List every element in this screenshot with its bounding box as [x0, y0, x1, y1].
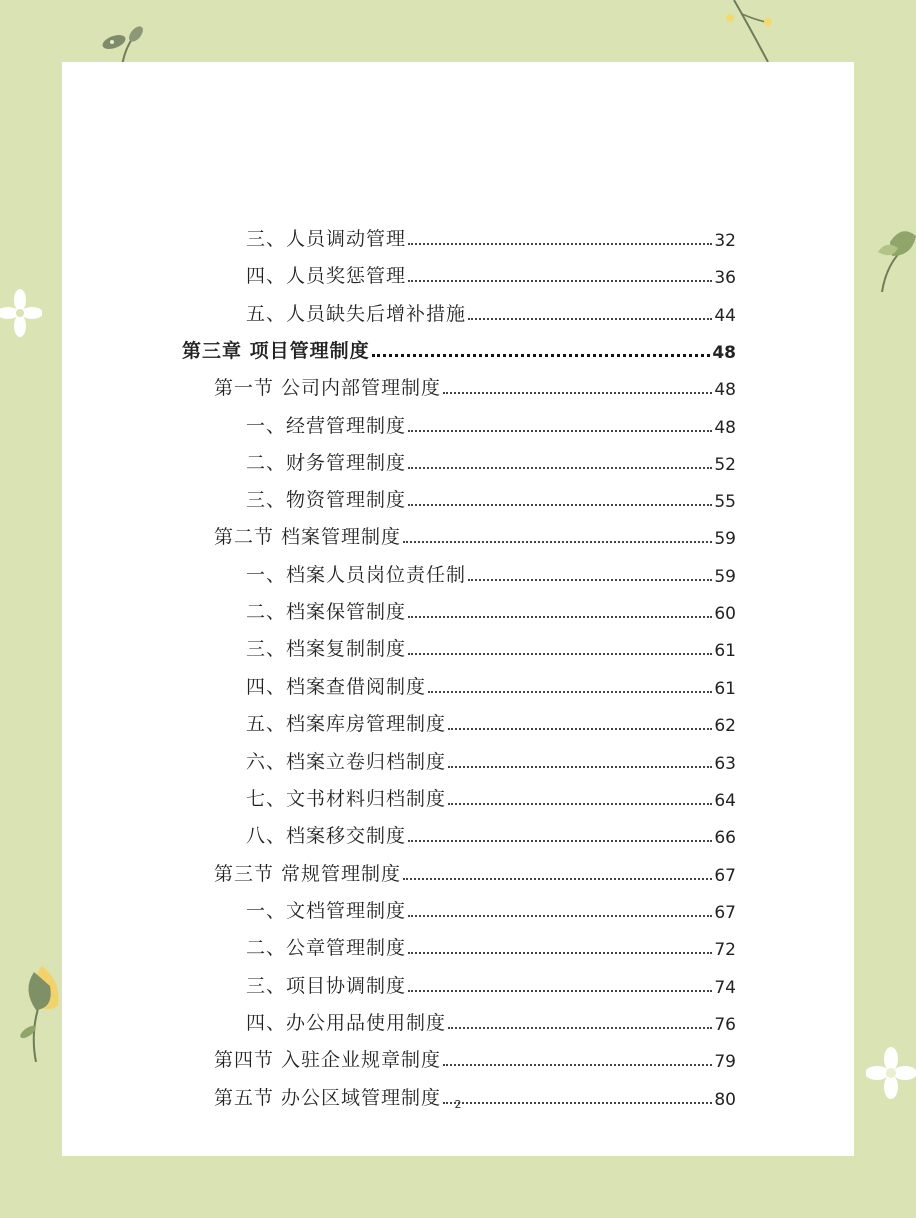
toc-entry-page-number: 67	[714, 866, 736, 886]
dot-leader	[408, 503, 712, 506]
toc-entry-item[interactable]	[246, 561, 736, 587]
toc-entry-page-number: 64	[714, 791, 736, 811]
toc-entry-item[interactable]	[246, 598, 736, 624]
toc-entry-label: 一、文档管理制度	[246, 900, 407, 922]
toc-entry-page-number: 62	[714, 716, 736, 736]
dot-leader	[428, 690, 712, 693]
dot-leader	[408, 989, 712, 992]
toc-entry-section[interactable]	[214, 374, 736, 400]
dot-leader	[468, 578, 712, 581]
toc-entry-page-number: 67	[714, 903, 736, 923]
toc-entry-item[interactable]	[246, 897, 736, 923]
toc-entry-label: 七、文书材料归档制度	[246, 788, 447, 810]
dot-leader	[403, 540, 712, 543]
toc-entry-page-number: 80	[714, 1090, 736, 1110]
toc-entry-page-number: 36	[714, 268, 736, 288]
toc-entry-label: 第一节 公司内部管理制度	[214, 377, 442, 399]
dot-leader	[408, 652, 712, 655]
dot-leader	[408, 839, 712, 842]
toc-entry-section[interactable]	[214, 523, 736, 549]
toc-entry-label: 三、项目协调制度	[246, 975, 407, 997]
toc-entry-item[interactable]	[246, 822, 736, 848]
toc-entry-page-number: 48	[714, 380, 736, 400]
tulip-left-icon	[14, 962, 62, 1062]
toc-entry-label: 第二节 档案管理制度	[214, 526, 402, 548]
toc-entry-page-number: 79	[714, 1052, 736, 1072]
toc-entry-item[interactable]	[246, 673, 736, 699]
dot-leader	[448, 727, 712, 730]
toc-entry-page-number: 72	[714, 940, 736, 960]
toc-entry-page-number: 48	[714, 418, 736, 438]
toc-entry-label: 三、人员调动管理	[246, 228, 407, 250]
toc-entry-label: 第三章 项目管理制度	[182, 340, 370, 362]
toc-entry-label: 第五节 办公区域管理制度	[214, 1087, 442, 1109]
toc-entry-label: 二、财务管理制度	[246, 452, 407, 474]
toc-entry-label: 三、物资管理制度	[246, 489, 407, 511]
dot-leader	[443, 1063, 712, 1066]
toc-entry-item[interactable]	[246, 934, 736, 960]
toc-entry-label: 五、人员缺失后增补措施	[246, 303, 467, 325]
toc-entry-item[interactable]	[246, 262, 736, 288]
page-number: 2	[454, 1098, 462, 1111]
toc-entry-label: 第四节 入驻企业规章制度	[214, 1049, 442, 1071]
toc-entry-section[interactable]	[214, 1046, 736, 1072]
toc-entry-page-number: 66	[714, 828, 736, 848]
dot-leader	[468, 317, 712, 320]
toc-entry-page-number: 44	[714, 306, 736, 326]
flower-bottom-right-icon	[866, 1046, 916, 1102]
toc-entry-label: 五、档案库房管理制度	[246, 713, 447, 735]
dot-leader	[403, 877, 712, 880]
toc-entry-page-number: 61	[714, 641, 736, 661]
toc-entry-label: 四、人员奖惩管理	[246, 265, 407, 287]
dot-leader	[408, 466, 712, 469]
toc-entry-page-number: 48	[712, 343, 736, 363]
toc-entry-chapter[interactable]	[182, 337, 736, 363]
toc-entry-item[interactable]	[246, 225, 736, 251]
toc-entry-label: 一、经营管理制度	[246, 415, 407, 437]
toc-entry-page-number: 76	[714, 1015, 736, 1035]
toc-entry-item[interactable]	[246, 486, 736, 512]
dot-leader	[443, 391, 712, 394]
toc-entry-page-number: 55	[714, 492, 736, 512]
toc-entry-item[interactable]	[246, 1009, 736, 1035]
toc-entry-item[interactable]	[246, 785, 736, 811]
document-page	[62, 62, 854, 1156]
toc-entry-label: 八、档案移交制度	[246, 825, 407, 847]
dot-leader	[408, 951, 712, 954]
toc-entry-item[interactable]	[246, 412, 736, 438]
toc-entry-item[interactable]	[246, 710, 736, 736]
toc-entry-label: 六、档案立卷归档制度	[246, 751, 447, 773]
toc-entry-label: 四、办公用品使用制度	[246, 1012, 447, 1034]
toc-entry-label: 二、档案保管制度	[246, 601, 407, 623]
toc-entry-page-number: 59	[714, 567, 736, 587]
dot-leader	[408, 242, 712, 245]
toc-entry-label: 三、档案复制制度	[246, 638, 407, 660]
dot-leader	[408, 615, 712, 618]
sprig-top-left-icon	[92, 22, 152, 67]
toc-entry-label: 一、档案人员岗位责任制	[246, 564, 467, 586]
toc-entry-page-number: 32	[714, 231, 736, 251]
toc-entry-page-number: 61	[714, 679, 736, 699]
toc-entry-page-number: 63	[714, 754, 736, 774]
toc-entry-label: 第三节 常规管理制度	[214, 863, 402, 885]
dot-leader	[408, 429, 712, 432]
dot-leader	[448, 765, 712, 768]
toc-entry-item[interactable]	[246, 635, 736, 661]
toc-entry-page-number: 74	[714, 978, 736, 998]
toc-entry-section[interactable]	[214, 860, 736, 886]
dot-leader	[448, 802, 712, 805]
toc-entry-item[interactable]	[246, 300, 736, 326]
dot-leader	[408, 914, 712, 917]
sprig-top-right-icon	[720, 0, 790, 62]
toc-entry-item[interactable]	[246, 449, 736, 475]
toc-entry-label: 二、公章管理制度	[246, 937, 407, 959]
dot-leader	[408, 279, 712, 282]
dot-leader	[372, 353, 711, 357]
toc-entry-item[interactable]	[246, 748, 736, 774]
toc-entry-page-number: 52	[714, 455, 736, 475]
toc-entry-page-number: 59	[714, 529, 736, 549]
dot-leader	[448, 1026, 712, 1029]
toc-entry-item[interactable]	[246, 972, 736, 998]
toc-entry-label: 四、档案查借阅制度	[246, 676, 427, 698]
flower-left-icon	[0, 288, 42, 338]
leaf-right-icon	[872, 222, 916, 292]
toc-entry-page-number: 60	[714, 604, 736, 624]
